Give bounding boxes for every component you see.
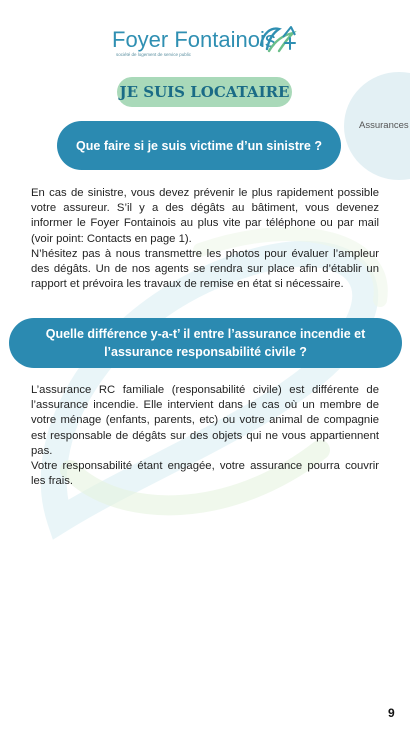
page-number: 9 [388, 706, 395, 720]
section2-body [31, 383, 379, 489]
side-tab-label: Assurances [359, 120, 409, 131]
section2-paragraph1: L’assurance RC familiale (responsabilité civile) est différente de l’assurance incendie. Elle intervient dans le cas où un membre de votre ménage (enfants, parents, etc) ou votre animal de compagnie est responsable de dégâts sur des objets qui ne vous appartiennent pas. [31, 384, 379, 457]
tenant-badge-label: JE SUIS LOCATAIRE [119, 83, 290, 101]
section1-heading-text: Que faire si je suis victime d’un sinistre ? [76, 138, 322, 153]
section1-paragraph1: En cas de sinistre, vous devez prévenir le plus rapidement possible votre assureur. S’il y a des dégâts au bâtiment, vous devenez informer le Foyer Fontainois au plus vite par téléphone ou par mail (voir point: Contacts en page 1). [31, 187, 379, 245]
tenant-badge [117, 77, 292, 107]
logo [112, 27, 302, 63]
section2-heading [9, 318, 402, 368]
section1-heading [57, 121, 341, 170]
section1-body [31, 186, 379, 292]
section2-heading-text: Quelle différence y-a-t’ il entre l’assurance incendie et l’assurance responsabilité civile ? [45, 327, 366, 359]
section1-paragraph2: N’hésitez pas à nous transmettre les photos pour évaluer l’ampleur des dégâts. Un de nos agents se rendra sur place afin d’établir un rapport et prévoira les travaux de remise en état si nécessaire. [31, 247, 379, 291]
logo-subtitle: société de logement de service public [116, 52, 192, 57]
logo-name: Foyer Fontainois [112, 27, 276, 52]
section2-paragraph2: Votre responsabilité étant engagée, votre assurance pourra couvrir les frais. [31, 460, 379, 488]
logo-leaf-icon [257, 23, 299, 55]
